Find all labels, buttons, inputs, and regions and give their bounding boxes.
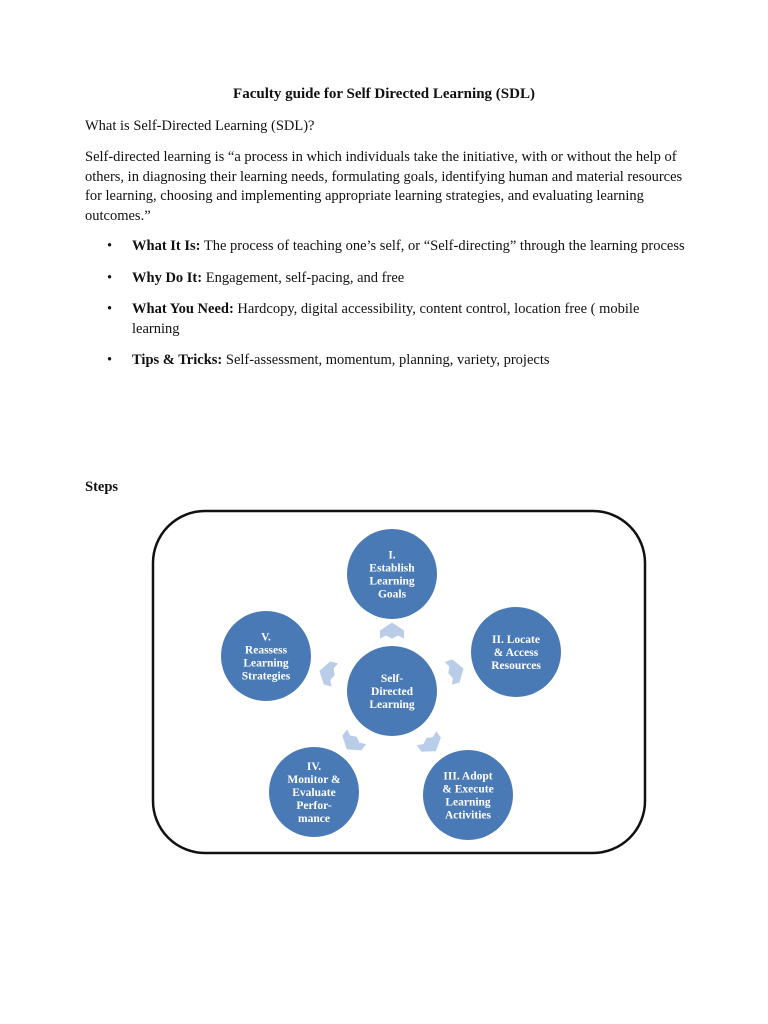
step-1-node: [347, 529, 437, 619]
bullet-term: What You Need:: [132, 301, 234, 317]
center-node-label: Directed: [371, 686, 413, 698]
step-1-node-label: Establish: [369, 562, 415, 575]
steps-heading: Steps: [85, 479, 119, 495]
bullet-text: Engagement, self-pacing, and free: [202, 269, 405, 286]
bullet-item: [85, 269, 685, 289]
document-title: Faculty guide for Self Directed Learning (SDL): [233, 86, 535, 102]
step-2-node-label: Resources: [491, 660, 541, 672]
step-5-node: [221, 611, 311, 701]
step-2-node-label: II. Locate: [492, 634, 540, 646]
step-3-node-label: Learning: [445, 796, 491, 809]
sdl-cycle-svg: [150, 508, 648, 856]
step-5-node-label: Strategies: [241, 670, 291, 683]
step-1-node-label: I.: [388, 549, 396, 562]
question-heading: What is Self-Directed Learning (SDL)?: [85, 118, 315, 134]
center-node: [347, 646, 437, 736]
step-4-node-label: Monitor &: [287, 774, 341, 786]
step-4-node: [269, 747, 359, 837]
step-2-node: [471, 607, 561, 697]
bullet-text: The process of teaching one’s self, or “Self-directing” through the learning process: [200, 238, 685, 254]
step-3-node-label: III. Adopt: [443, 770, 493, 783]
step-5-node-label: Reassess: [244, 644, 288, 657]
center-node-label: Self-: [380, 673, 404, 685]
step-2-node-label: & Access: [493, 647, 539, 659]
bullet-dot-icon: •: [107, 238, 113, 254]
bullet-dot-icon: •: [107, 269, 113, 286]
step-1-node-label: Goals: [377, 588, 407, 601]
step-3-node: [423, 750, 513, 840]
bullet-dot-icon: •: [107, 352, 113, 368]
bullet-text: Hardcopy, digital accessibility, content control, location free ( mobile learning: [132, 301, 640, 337]
bullet-item: [85, 351, 685, 371]
step-5-node-label: V.: [261, 631, 271, 644]
bullet-term: Why Do It:: [132, 269, 203, 286]
bullet-dot-icon: •: [107, 301, 113, 317]
step-1-node-label: Learning: [369, 575, 415, 588]
center-node-label: Learning: [369, 699, 415, 711]
step-4-node-label: mance: [298, 813, 330, 825]
step-3-node-label: Activities: [445, 809, 491, 822]
bullet-term: Tips & Tricks:: [132, 352, 223, 368]
sdl-cycle-diagram: [150, 508, 648, 856]
step-4-node-label: Perfor-: [296, 800, 332, 812]
step-3-node-label: & Execute: [442, 783, 494, 796]
definition-paragraph: Self-directed learning is “a process in which individuals take the initiative, with or without the help of others, in diagnosing their learning needs, formulating goals, identifying human and material resources for learning, choosing and implementing appropriate learning strategies, and evaluating learning outcomes.”: [85, 149, 683, 224]
bullet-item: [85, 300, 685, 339]
bullet-text: Self-assessment, momentum, planning, variety, projects: [222, 352, 550, 368]
step-4-node-label: Evaluate: [292, 787, 336, 799]
step-5-node-label: Learning: [243, 657, 289, 670]
bullet-term: What It Is:: [132, 238, 201, 254]
step-4-node-label: IV.: [306, 761, 322, 773]
bullet-item: [85, 237, 685, 257]
bullet-list: [85, 237, 685, 383]
